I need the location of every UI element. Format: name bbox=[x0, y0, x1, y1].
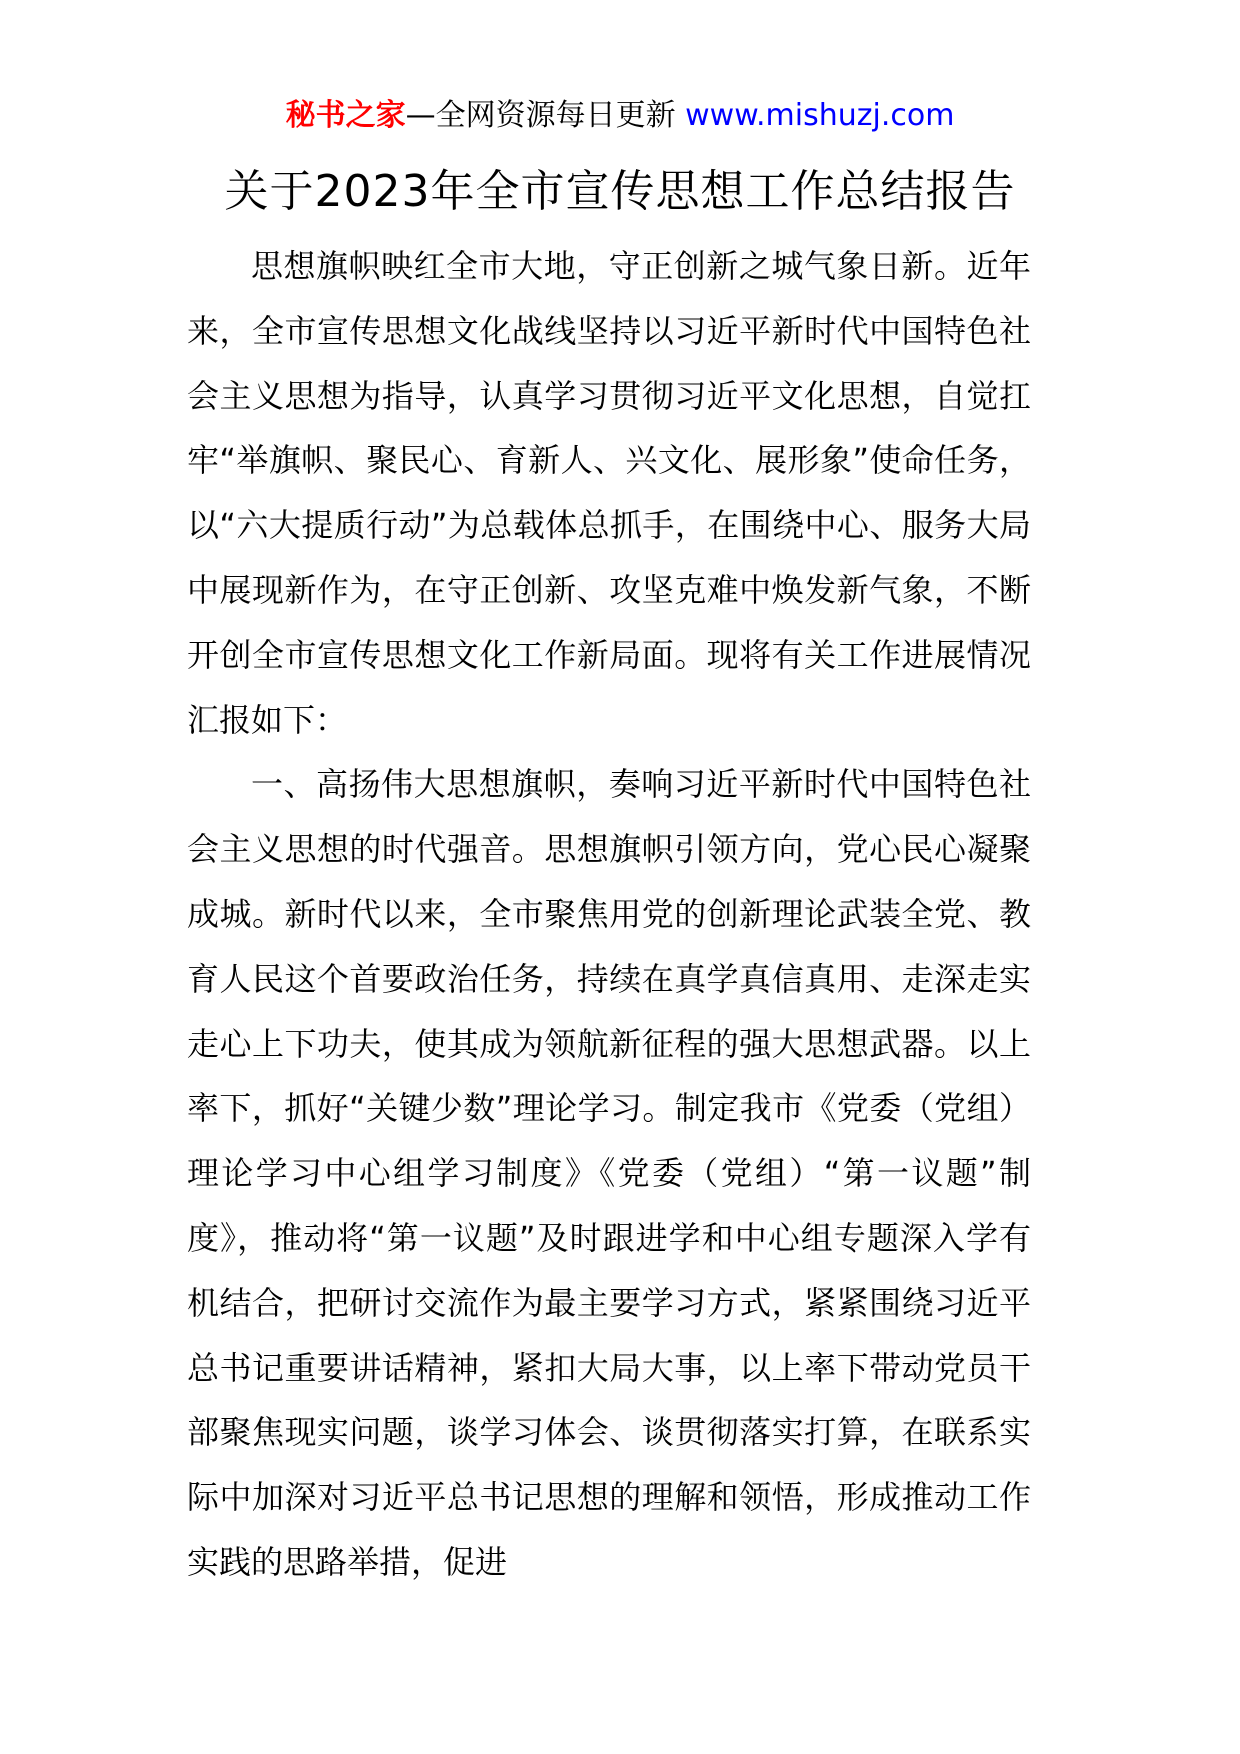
document-body bbox=[187, 234, 1031, 1595]
site-url-link[interactable]: www.mishuzj.com bbox=[685, 98, 955, 133]
site-tagline: —全网资源每日更新 bbox=[405, 98, 686, 133]
site-watermark-header bbox=[0, 96, 1240, 136]
document-title: 关于2023年全市宣传思想工作总结报告 bbox=[224, 166, 1016, 217]
section-one-paragraph: 一、高扬伟大思想旗帜，奏响习近平新时代中国特色社会主义思想的时代强音。思想旗帜引领方向，党心民心凝聚成城。新时代以来，全市聚焦用党的创新理论武装全党、教育人民这个首要政治任务，持续在真学真信真用、走深走实走心上下功夫，使其成为领航新征程的强大思想武器。以上率下，抓好“关键少数”理论学习。制定我市《党委（党组）理论学习中心组学习制度》《党委（党组）“第一议题”制度》，推动将“第一议题”及时跟进学和中心组专题深入学有机结合，把研讨交流作为最主要学习方式，紧紧围绕习近平总书记重要讲话精神，紧扣大局大事，以上率下带动党员干部聚焦现实问题，谈学习体会、谈贯彻落实打算，在联系实际中加深对习近平总书记思想的理解和领悟，形成推动工作实践的思路举措，促进 bbox=[187, 765, 1031, 1581]
intro-paragraph: 思想旗帜映红全市大地，守正创新之城气象日新。近年来，全市宣传思想文化战线坚持以习近平新时代中国特色社会主义思想为指导，认真学习贯彻习近平文化思想，自觉扛牢“举旗帜、聚民心、育新人、兴文化、展形象”使命任务，以“六大提质行动”为总载体总抓手，在围绕中心、服务大局中展现新作为，在守正创新、攻坚克难中焕发新气象，不断开创全市宣传思想文化工作新局面。现将有关工作进展情况汇报如下： bbox=[187, 247, 1031, 739]
site-brand-name: 秘书之家 bbox=[285, 98, 406, 133]
